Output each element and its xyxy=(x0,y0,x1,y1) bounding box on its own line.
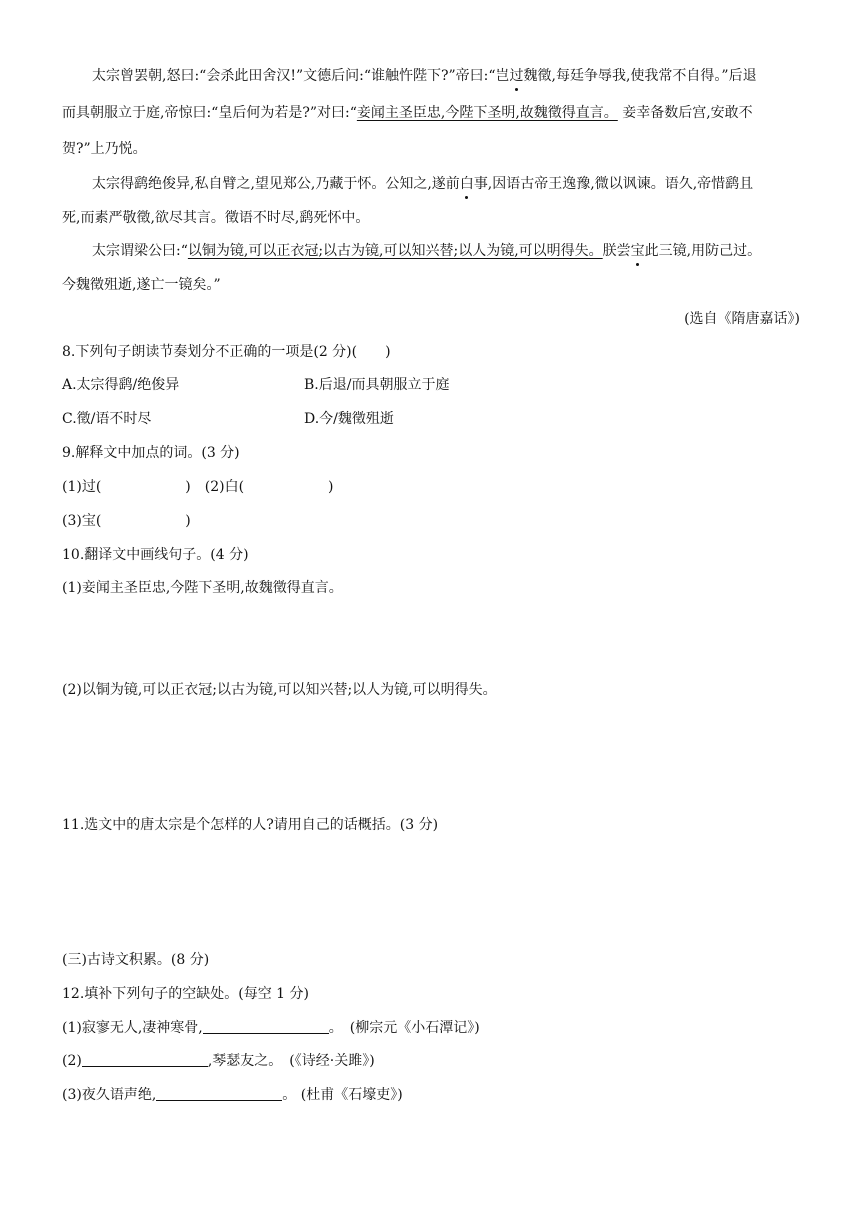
text-segment: 。 (柳宗元《小石潭记》) xyxy=(328,1020,480,1036)
passage-p1-line2 xyxy=(62,103,753,123)
passage-p1-line3: 贺?”上乃悦。 xyxy=(62,141,147,157)
text-segment: (3)夜久语声绝, xyxy=(62,1087,157,1103)
text-segment: ,琴瑟友之。 (《诗经·关雎》) xyxy=(207,1053,375,1069)
text-segment: 。 (杜甫《石壕吏》) xyxy=(282,1087,403,1103)
dotted-word-bai: 白 xyxy=(459,176,474,192)
passage-p2-line1 xyxy=(92,174,753,194)
q10-sentence-2: (2)以铜为镜,可以正衣冠;以古为镜,可以知兴替;以人为镜,可以明得失。 xyxy=(62,682,497,698)
section-3-heading: (三)古诗文积累。(8 分) xyxy=(62,952,210,968)
question-8: 8.下列句子朗读节奏划分不正确的一项是(2 分)( ) xyxy=(62,344,391,360)
dotted-word-guo: 过 xyxy=(509,68,524,84)
question-11: 11.选文中的唐太宗是个怎样的人?请用自己的话概括。(3 分) xyxy=(62,817,439,833)
text-segment: 此三镜,用防己过。 xyxy=(644,243,762,259)
underlined-sentence-2: 以铜为镜,可以正衣冠;以古为镜,可以知兴替;以人为镜,可以明得失。 xyxy=(187,243,603,259)
text-segment: 太宗谓梁公曰:“ xyxy=(92,243,188,259)
text-segment: 魏徵,每廷争辱我,使我常不自得。”后退 xyxy=(523,68,757,84)
text-segment: 妾幸备数后宫,安敢不 xyxy=(622,105,753,121)
source-citation: (选自《隋唐嘉话》) xyxy=(684,311,800,327)
passage-p3-line2: 今魏徵殂逝,遂亡一镜矣。” xyxy=(62,277,221,293)
text-segment: 太宗曾罢朝,怒曰:“会杀此田舍汉!”文德后问:“谁触忤陛下?”帝曰:“岂 xyxy=(92,68,510,84)
q9-item-3: (3)宝( ) xyxy=(62,513,191,529)
passage-p3-line1 xyxy=(92,241,761,261)
question-12: 12.填补下列句子的空缺处。(每空 1 分) xyxy=(62,986,309,1002)
passage-p1-line1 xyxy=(92,66,757,86)
q12-item-1 xyxy=(62,1018,480,1038)
fill-blank-2[interactable] xyxy=(82,1052,208,1067)
q8-option-d: D.今/魏徵殂逝 xyxy=(304,411,394,427)
text-segment: (2) xyxy=(62,1053,82,1069)
q8-option-b: B.后退/而具朝服立于庭 xyxy=(304,377,450,393)
q9-items-1-2: (1)过( ) (2)白( ) xyxy=(62,479,334,495)
q12-item-2 xyxy=(62,1051,375,1071)
q8-option-a: A.太宗得鹞/绝俊异 xyxy=(62,377,180,393)
fill-blank-1[interactable] xyxy=(203,1019,329,1034)
text-segment: 事,因语古帝王逸豫,微以讽谏。语久,帝惜鹞且 xyxy=(473,176,754,192)
text-segment: 太宗得鹞绝俊异,私自臂之,望见郑公,乃藏于怀。公知之,遂前 xyxy=(92,176,460,192)
q8-option-c: C.徵/语不时尽 xyxy=(62,411,152,427)
fill-blank-3[interactable] xyxy=(156,1086,282,1101)
question-9: 9.解释文中加点的词。(3 分) xyxy=(62,445,240,461)
text-segment: 朕尝 xyxy=(602,243,631,259)
passage-p2-line2: 死,而素严敬徵,欲尽其言。徵语不时尽,鹞死怀中。 xyxy=(62,210,370,226)
underlined-sentence-1: 妾闻主圣臣忠,今陛下圣明,故魏徵得直言。 xyxy=(356,105,618,121)
question-10: 10.翻译文中画线句子。(4 分) xyxy=(62,547,249,563)
dotted-word-bao: 宝 xyxy=(630,243,645,259)
q10-sentence-1: (1)妾闻主圣臣忠,今陛下圣明,故魏徵得直言。 xyxy=(62,580,343,596)
q12-item-3 xyxy=(62,1085,403,1105)
text-segment: 而具朝服立于庭,帝惊曰:“皇后何为若是?”对曰:“ xyxy=(62,105,357,121)
text-segment: (1)寂寥无人,凄神寒骨, xyxy=(62,1020,203,1036)
